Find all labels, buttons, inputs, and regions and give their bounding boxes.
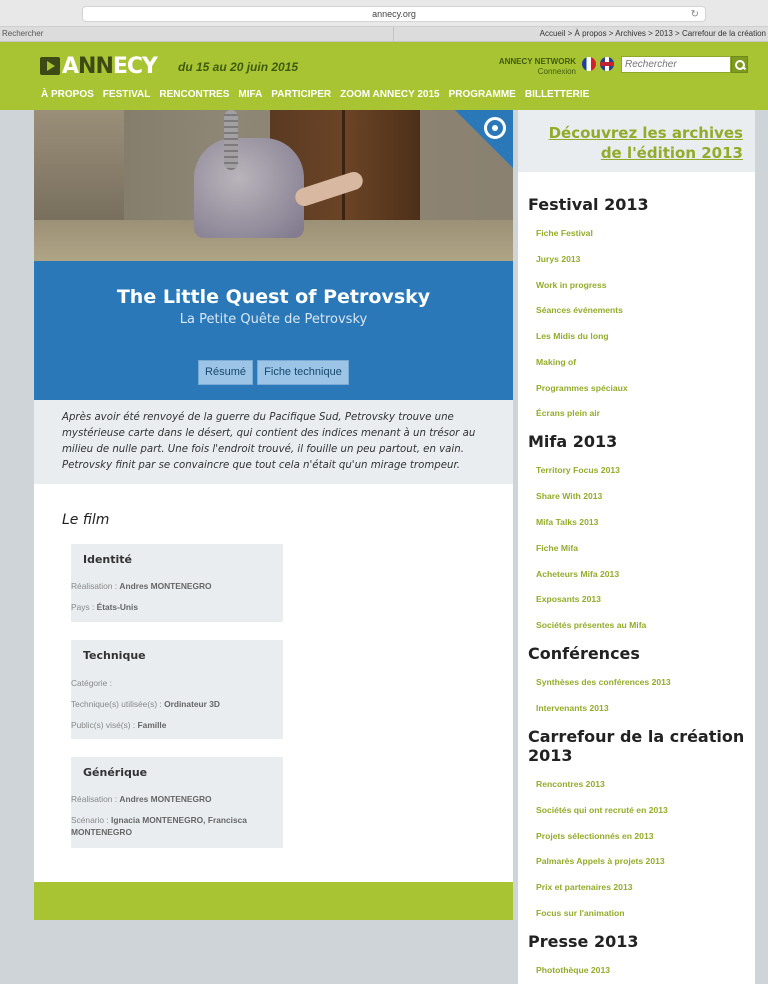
archive-link-line-1: Découvrez les archives: [548, 124, 743, 142]
corner-badge: [455, 110, 513, 168]
sidebar-item[interactable]: Territory Focus 2013: [536, 465, 620, 475]
public-label: Public(s) visé(s) :: [71, 720, 138, 730]
pays-label: Pays :: [71, 602, 97, 612]
search-icon[interactable]: [731, 56, 748, 73]
section-title: Le film: [62, 512, 110, 528]
public-line: [71, 719, 283, 731]
sidebar-item[interactable]: Programmes spéciaux: [536, 383, 628, 393]
sidebar-heading-mifa[interactable]: Mifa 2013: [528, 432, 618, 451]
pays-value: États-Unis: [96, 602, 139, 612]
network-link[interactable]: ANNECY NETWORK: [498, 57, 576, 66]
play-icon: [40, 57, 60, 75]
pays-line: [71, 601, 283, 613]
sidebar-item[interactable]: Séances événements: [536, 305, 623, 315]
sidebar-heading-carrefour[interactable]: [528, 727, 744, 765]
sidebar-item[interactable]: Palmarès Appels à projets 2013: [536, 856, 665, 866]
categorie-line: Catégorie :: [71, 678, 112, 688]
address-bar-url: annecy.org: [372, 9, 416, 19]
french-flag-icon[interactable]: [582, 57, 596, 71]
address-bar[interactable]: [82, 6, 706, 22]
sidebar-item[interactable]: Photothèque 2013: [536, 965, 611, 975]
technique-line: [71, 698, 283, 710]
card-title: Technique: [83, 649, 146, 662]
sidebar-item[interactable]: Écrans plein air: [536, 408, 601, 418]
browser-tab-row: [0, 26, 768, 41]
realisation-line: [71, 580, 283, 592]
sidebar-item[interactable]: Intervenants 2013: [536, 703, 609, 713]
realisation-value: Andres MONTENEGRO: [119, 794, 212, 804]
sidebar-item[interactable]: Making of: [536, 357, 577, 367]
sidebar-item[interactable]: Fiche Mifa: [536, 543, 579, 553]
network-block: [470, 57, 576, 77]
logo-part-ecy: ECY: [112, 53, 157, 79]
login-link[interactable]: Connexion: [537, 67, 576, 76]
nav-item-a-propos[interactable]: À PROPOS: [41, 89, 94, 100]
archive-box: [518, 110, 755, 172]
carrefour-heading-line-1: Carrefour de la création: [528, 727, 745, 746]
scenario-line-2: [71, 826, 283, 838]
sidebar-item[interactable]: Synthèses des conférences 2013: [536, 677, 671, 687]
nav-item-programme[interactable]: PROGRAMME: [448, 89, 516, 100]
browser-tab-search[interactable]: Rechercher: [0, 27, 394, 41]
reload-icon[interactable]: ↻: [690, 9, 699, 20]
scenario-line: [71, 814, 283, 826]
realisation-line: [71, 793, 283, 805]
sidebar-item[interactable]: Projets sélectionnés en 2013: [536, 831, 654, 841]
footer-band: [34, 882, 513, 920]
technique-card: [71, 640, 283, 739]
sidebar-item[interactable]: Mifa Talks 2013: [536, 517, 599, 527]
logo-wordmark: [62, 54, 157, 79]
generique-card: [71, 757, 283, 848]
sidebar-item[interactable]: Focus sur l'animation: [536, 908, 625, 918]
sidebar-item[interactable]: Sociétés présentes au Mifa: [536, 620, 647, 630]
nav-item-rencontres[interactable]: RENCONTRES: [159, 89, 230, 100]
sidebar-item[interactable]: Sociétés qui ont recruté en 2013: [536, 805, 668, 815]
sidebar-heading-presse[interactable]: Presse 2013: [528, 932, 639, 951]
realisation-value: Andres MONTENEGRO: [119, 581, 212, 591]
english-flag-icon[interactable]: [600, 57, 614, 71]
sidebar-item[interactable]: Fiche Festival: [536, 228, 593, 238]
technique-value: Ordinateur 3D: [164, 699, 220, 709]
carrefour-heading-line-2: 2013: [528, 746, 573, 765]
sidebar-heading-festival[interactable]: Festival 2013: [528, 195, 649, 214]
scenario-value-2: MONTENEGRO: [71, 827, 132, 837]
sidebar-item[interactable]: Acheteurs Mifa 2013: [536, 569, 620, 579]
main-nav: [41, 89, 598, 100]
festival-dates: du 15 au 20 juin 2015: [178, 60, 299, 74]
logo-part-a: A: [62, 53, 79, 79]
sidebar-item[interactable]: Work in progress: [536, 280, 607, 290]
logo-part-nn: NN: [78, 53, 113, 79]
film-title-band: [34, 261, 513, 400]
resume-button[interactable]: Résumé: [198, 360, 253, 385]
film-subtitle: La Petite Quête de Petrovsky: [179, 312, 368, 327]
synopsis: Après avoir été renvoyé de la guerre du Pacifique Sud, Petrovsky trouve une mystérieuse carte dans le désert, qui contient des indices menant à un trésor au milieu de nulle part. Une fois l'endroit trouvé, il fouille un peu partout, en vain. Petrovsky finit par se convaincre que tout cela n'était qu'un mirage trompeur.: [34, 400, 513, 484]
still-chair: [194, 138, 304, 238]
film-reel-icon: [484, 117, 506, 139]
sidebar: [518, 110, 755, 984]
annecy-logo[interactable]: [40, 54, 157, 78]
sidebar-item[interactable]: Exposants 2013: [536, 594, 601, 604]
fiche-technique-button[interactable]: Fiche technique: [257, 360, 349, 385]
nav-item-zoom-annecy[interactable]: ZOOM ANNECY 2015: [340, 89, 440, 100]
scenario-label: Scénario :: [71, 815, 112, 825]
card-title: Générique: [83, 766, 148, 779]
search-input[interactable]: [621, 56, 731, 73]
nav-item-mifa[interactable]: MIFA: [238, 89, 263, 100]
nav-item-billetterie[interactable]: BILLETTERIE: [524, 89, 590, 100]
technique-label: Technique(s) utilisée(s) :: [71, 699, 165, 709]
still-tube: [224, 110, 238, 170]
sidebar-item[interactable]: Prix et partenaires 2013: [536, 882, 633, 892]
realisation-label: Réalisation :: [71, 794, 120, 804]
sidebar-item[interactable]: Les Midis du long: [536, 331, 609, 341]
film-still-image: [34, 110, 513, 261]
sidebar-item[interactable]: Jurys 2013: [536, 254, 581, 264]
archive-link-line-2: de l'édition 2013: [600, 144, 743, 162]
main-content: [34, 110, 513, 984]
public-value: Famille: [137, 720, 167, 730]
realisation-label: Réalisation :: [71, 581, 120, 591]
film-title: The Little Quest of Petrovsky: [116, 286, 431, 308]
film-details: [34, 484, 513, 882]
sidebar-heading-conferences[interactable]: Conférences: [528, 644, 640, 663]
archive-link[interactable]: [523, 123, 743, 163]
sidebar-item[interactable]: Rencontres 2013: [536, 779, 605, 789]
scenario-value: Ignacia MONTENEGRO, Francisca: [111, 815, 247, 825]
identite-card: [71, 544, 283, 622]
card-title: Identité: [83, 553, 133, 566]
browser-chrome: [0, 0, 768, 42]
sidebar-item[interactable]: Share With 2013: [536, 491, 603, 501]
breadcrumb: Accueil > À propos > Archives > 2013 > Carrefour de la création: [539, 29, 766, 38]
site-header: [0, 42, 768, 110]
nav-item-participer[interactable]: PARTICIPER: [271, 89, 332, 100]
nav-item-festival[interactable]: FESTIVAL: [102, 89, 151, 100]
